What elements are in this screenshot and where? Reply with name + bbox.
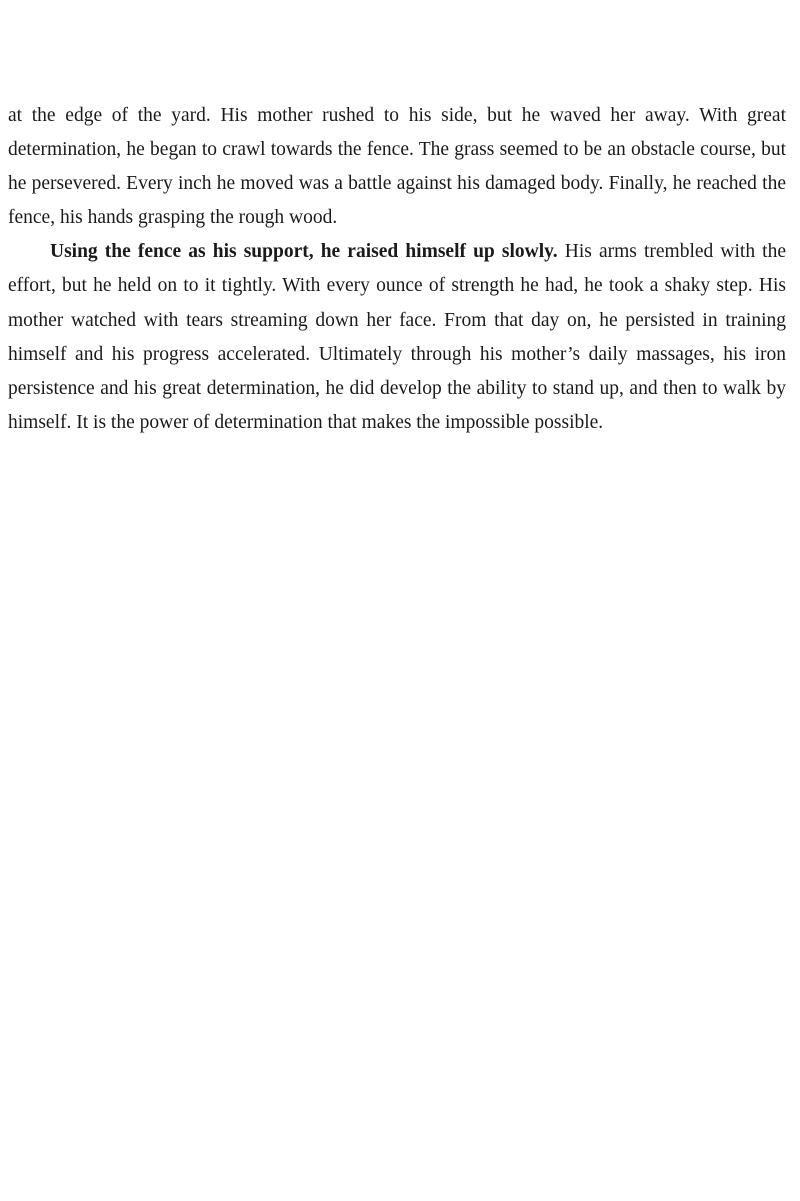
- body-text: [8, 99, 786, 440]
- paragraph-text: at the edge of the yard. His mother rushed to his side, but he waved her away. With great determination, he began to crawl towards the fence. The grass seemed to be an obstacle course, but he persevered. Every inch he moved was a battle against his damaged body. Finally, he reached the fence, his hands grasping the rough wood.: [8, 105, 786, 229]
- paragraph-determination: [8, 235, 786, 440]
- highlighted-sentence: Using the fence as his support, he raised himself up slowly.: [50, 241, 558, 263]
- paragraph-continuation: [8, 99, 786, 235]
- paragraph-text: His arms trembled with the effort, but he held on to it tightly. With every ounce of strength he had, he took a shaky step. His mother watched with tears streaming down her face. From that day on, he persisted in training himself and his progress accelerated. Ultimately through his mother’s daily massages, his iron persistence and his great determination, he did develop the ability to stand up, and then to walk by himself. It is the power of determination that makes the impossible possible.: [8, 241, 786, 433]
